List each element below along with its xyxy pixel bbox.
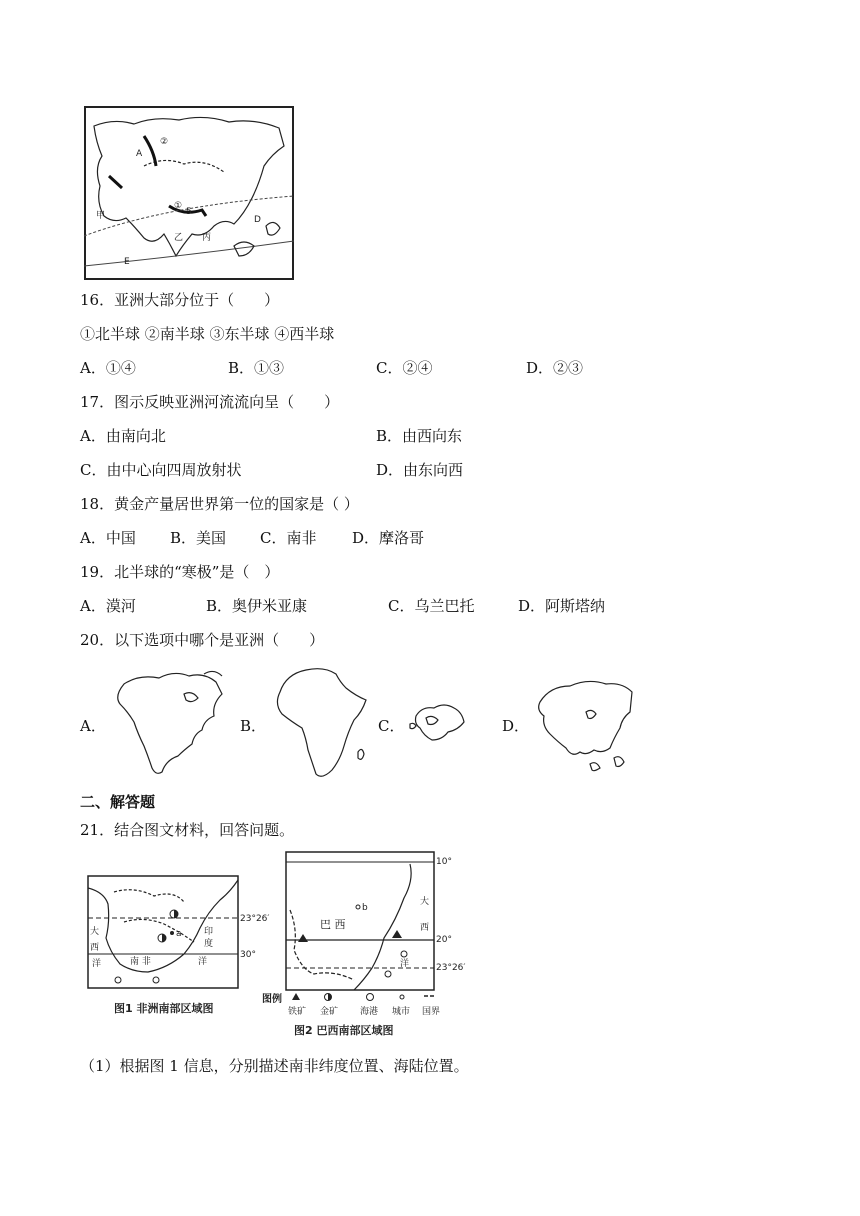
q20-stem: 20．以下选项中哪个是亚洲（ ） (80, 631, 325, 649)
asia-label-bing: 丙 (202, 233, 212, 243)
q17-option-a[interactable]: A．由南向北 (80, 427, 166, 445)
asia-label-d: D (254, 215, 261, 225)
q20-option-d[interactable]: D． (502, 717, 530, 735)
q19-option-a[interactable]: A．漠河 (80, 597, 136, 615)
fig1-label-yang: 洋 (92, 959, 102, 969)
fig1-label-a: a (176, 929, 182, 939)
fig1-label-da: 大 (90, 927, 100, 937)
fig1-label-du: 度 (204, 939, 214, 949)
north-america-map[interactable] (104, 664, 234, 784)
section2-title: 二、解答题 (80, 793, 156, 811)
q16-sub: ①北半球 ②南半球 ③东半球 ④西半球 (80, 325, 335, 343)
legend-item-iron: 铁矿 (288, 1007, 307, 1017)
asia-label-5: 5 (186, 207, 192, 217)
legend-title: 图例 (262, 994, 282, 1005)
asia-option-map[interactable] (530, 672, 636, 780)
asia-label-a: A (136, 149, 143, 159)
q20-option-a[interactable]: A． (80, 717, 106, 735)
legend-item-gold: 金矿 (320, 1007, 339, 1017)
asia-label-2: ② (160, 137, 169, 147)
fig1-label-yang2: 洋 (198, 957, 208, 967)
fig2-lat-20: 20° (436, 935, 452, 945)
fig2-lat-23: 23°26′ (436, 963, 466, 973)
q21-stem: 21．结合图文材料，回答问题。 (80, 821, 295, 839)
europe-map[interactable] (408, 696, 470, 748)
q21-part1: （1）根据图 1 信息，分别描述南非纬度位置、海陆位置。 (80, 1057, 469, 1075)
q19-option-d[interactable]: D．阿斯塔纳 (518, 597, 606, 615)
fig2-lat-10: 10° (436, 857, 452, 867)
q18-option-d[interactable]: D．摩洛哥 (352, 529, 425, 547)
q18-option-a[interactable]: A．中国 (80, 529, 136, 547)
q18-stem: 18．黄金产量居世界第一位的国家是（ ） (80, 495, 359, 513)
legend-item-border: 国界 (422, 1007, 441, 1017)
fig1-caption: 图1 非洲南部区域图 (114, 1002, 214, 1015)
fig1-southern-africa-map (84, 872, 284, 1020)
q19-option-b[interactable]: B．奥伊米亚康 (206, 597, 308, 615)
q19-option-c[interactable]: C．乌兰巴托 (388, 597, 475, 615)
q18-option-b[interactable]: B．美国 (170, 529, 227, 547)
fig2-caption: 图2 巴西南部区域图 (294, 1024, 394, 1037)
fig2-label-xi: 西 (420, 923, 430, 933)
fig2-label-baxi: 巴 西 (320, 918, 346, 931)
fig1-label-xi: 西 (90, 943, 100, 953)
q16-option-a[interactable]: A．①④ (80, 359, 136, 377)
q19-stem: 19．北半球的“寒极”是（ ） (80, 563, 280, 581)
q16-option-b[interactable]: B．①③ (228, 359, 285, 377)
asia-label-yi: 乙 (174, 233, 184, 243)
q16-option-d[interactable]: D．②③ (526, 359, 584, 377)
q16-stem: 16．亚洲大部分位于（ ） (80, 291, 280, 309)
legend-item-port: 海港 (360, 1007, 379, 1017)
q17-option-b[interactable]: B．由西向东 (376, 427, 463, 445)
legend-item-city: 城市 (392, 1007, 411, 1017)
q17-stem: 17．图示反映亚洲河流流向呈（ ） (80, 393, 340, 411)
fig2-label-b: b (362, 903, 368, 913)
q17-option-d[interactable]: D．由东向西 (376, 461, 464, 479)
q20-option-b[interactable]: B． (240, 717, 267, 735)
fig2-label-yang: 洋 (400, 959, 410, 969)
africa-map[interactable] (266, 662, 372, 784)
fig2-label-da: 大 (420, 897, 430, 907)
q17-option-c[interactable]: C．由中心向四周放射状 (80, 461, 242, 479)
q18-option-c[interactable]: C．南非 (260, 529, 317, 547)
fig1-label-nanfei: 南 非 (130, 957, 151, 967)
asia-map (84, 106, 296, 282)
q16-option-c[interactable]: C．②④ (376, 359, 433, 377)
asia-label-1: ① (174, 201, 183, 211)
fig1-lat-30: 30° (240, 950, 256, 960)
fig1-lat-23: 23°26′ (240, 914, 270, 924)
asia-label-jia: 甲 (96, 211, 106, 221)
q20-option-c[interactable]: C． (378, 717, 405, 735)
fig2-southern-brazil-map (262, 850, 480, 1020)
fig2-caption-wrap (284, 1022, 474, 1040)
asia-label-e: E (124, 257, 130, 267)
fig1-label-yin: 印 (204, 927, 214, 937)
